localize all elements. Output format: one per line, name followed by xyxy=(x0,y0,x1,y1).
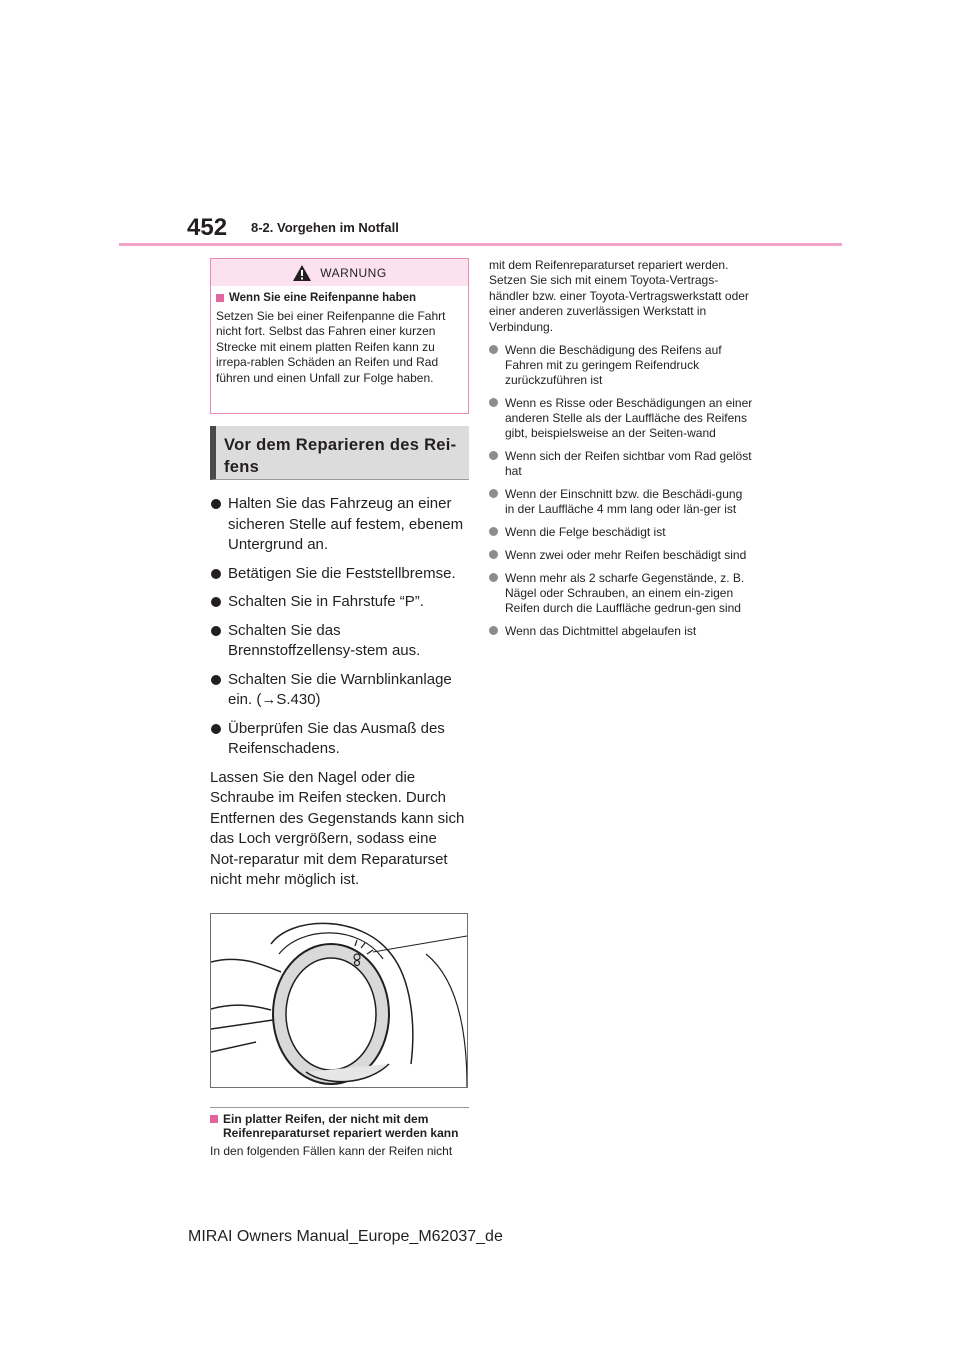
bullet-dot-icon xyxy=(211,675,221,685)
subsection-intro: In den folgenden Fällen kann der Reifen nicht xyxy=(210,1143,453,1158)
tire-illustration xyxy=(210,913,468,1088)
section-title: Vor dem Reparieren des Rei-fens xyxy=(224,436,457,476)
bullet-dot-icon xyxy=(211,569,221,579)
warning-triangle-icon xyxy=(292,264,312,282)
circle-bullet-icon xyxy=(489,527,498,536)
list-item: Schalten Sie in Fahrstufe “P”. xyxy=(210,592,469,613)
warning-subheading-text: Wenn Sie eine Reifenpanne haben xyxy=(229,292,417,304)
subsection-heading-text: Ein platter Reifen, der nicht mit dem Reifenreparaturset repariert werden kann xyxy=(223,1111,459,1140)
subsection-rule xyxy=(210,1107,469,1108)
left-column xyxy=(210,258,469,1159)
nail-paragraph: Lassen Sie den Nagel oder die Schraube im Reifen stecken. Durch Entfernen des Gegenstands kann sich das Loch vergrößern, sodass eine Not-reparatur mit dem Reparaturset nicht mehr möglich ist. xyxy=(210,768,465,888)
circle-bullet-icon xyxy=(489,451,498,460)
list-item: Wenn der Einschnitt bzw. die Beschädi-gung in der Lauffläche 4 mm lang oder län-ger ist xyxy=(489,487,754,517)
list-item: Überprüfen Sie das Ausmaß des Reifenschadens. xyxy=(210,719,469,760)
circle-bullet-icon xyxy=(489,398,498,407)
bullet-dot-icon xyxy=(211,626,221,636)
bullet-dot-icon xyxy=(211,597,221,607)
circle-bullet-icon xyxy=(489,489,498,498)
page-number: 452 xyxy=(187,214,228,241)
section-heading: 8-2. Vorgehen im Notfall xyxy=(251,220,399,235)
list-item: Betätigen Sie die Feststellbremse. xyxy=(210,564,469,585)
bullet-dot-icon xyxy=(211,499,221,509)
list-item: Wenn zwei oder mehr Reifen beschädigt sind xyxy=(489,548,754,563)
warning-title: WARNUNG xyxy=(320,265,387,280)
list-item: Halten Sie das Fahrzeug an einer sicheren Stelle auf festem, ebenem Untergrund an. xyxy=(210,494,469,556)
warning-subheading xyxy=(216,292,468,304)
circle-bullet-icon xyxy=(489,626,498,635)
circle-bullet-icon xyxy=(489,345,498,354)
circle-bullet-icon xyxy=(489,550,498,559)
section-title-box xyxy=(210,426,469,480)
continuation-text: mit dem Reifenreparaturset repariert werden. Setzen Sie sich mit einem Toyota-Vertrags-händler bzw. einer Toyota-Vertragswerkstatt oder einer anderen zuverlässigen Werkstatt in Verbindung. xyxy=(489,258,749,334)
warning-text: Setzen Sie bei einer Reifenpanne die Fahrt nicht fort. Selbst das Fahren einer kurzen Strecke mit einem platten Reifen kann zu irrepa-rablen Schäden an Reifen und Rad führen und einen Unfall zur Folge haben. xyxy=(216,309,446,385)
list-item: Wenn die Beschädigung des Reifens auf Fahren mit zu geringem Reifendruck zurückzuführen ist xyxy=(489,343,754,388)
subsection-heading xyxy=(210,1112,469,1141)
tire-drawing xyxy=(211,914,467,1087)
list-item: Wenn die Felge beschädigt ist xyxy=(489,525,754,540)
circle-bullet-icon xyxy=(489,573,498,582)
header-rule xyxy=(119,243,842,246)
warning-header xyxy=(211,259,468,286)
square-bullet-icon xyxy=(216,294,224,302)
list-item: Wenn das Dichtmittel abgelaufen ist xyxy=(489,624,754,639)
square-bullet-icon xyxy=(210,1115,218,1123)
step-list xyxy=(210,494,469,760)
list-item: Schalten Sie die Warnblinkanlage ein. (→S.430) xyxy=(210,670,469,711)
case-list xyxy=(489,343,754,639)
list-item: Schalten Sie das Brennstoffzellensy-stem aus. xyxy=(210,621,469,662)
right-column xyxy=(489,258,754,647)
warning-box xyxy=(210,258,469,414)
list-item: Wenn sich der Reifen sichtbar vom Rad gelöst hat xyxy=(489,449,754,479)
bullet-dot-icon xyxy=(211,724,221,734)
footer-text: MIRAI Owners Manual_Europe_M62037_de xyxy=(188,1228,503,1245)
list-item: Wenn mehr als 2 scharfe Gegenstände, z. B. Nägel oder Schrauben, an einem ein-zigen Reifen durch die Lauffläche gedrun-gen sind xyxy=(489,571,754,616)
list-item: Wenn es Risse oder Beschädigungen an einer anderen Stelle als der Lauffläche des Reifens gibt, beispielsweise an der Seiten-wand xyxy=(489,396,754,441)
